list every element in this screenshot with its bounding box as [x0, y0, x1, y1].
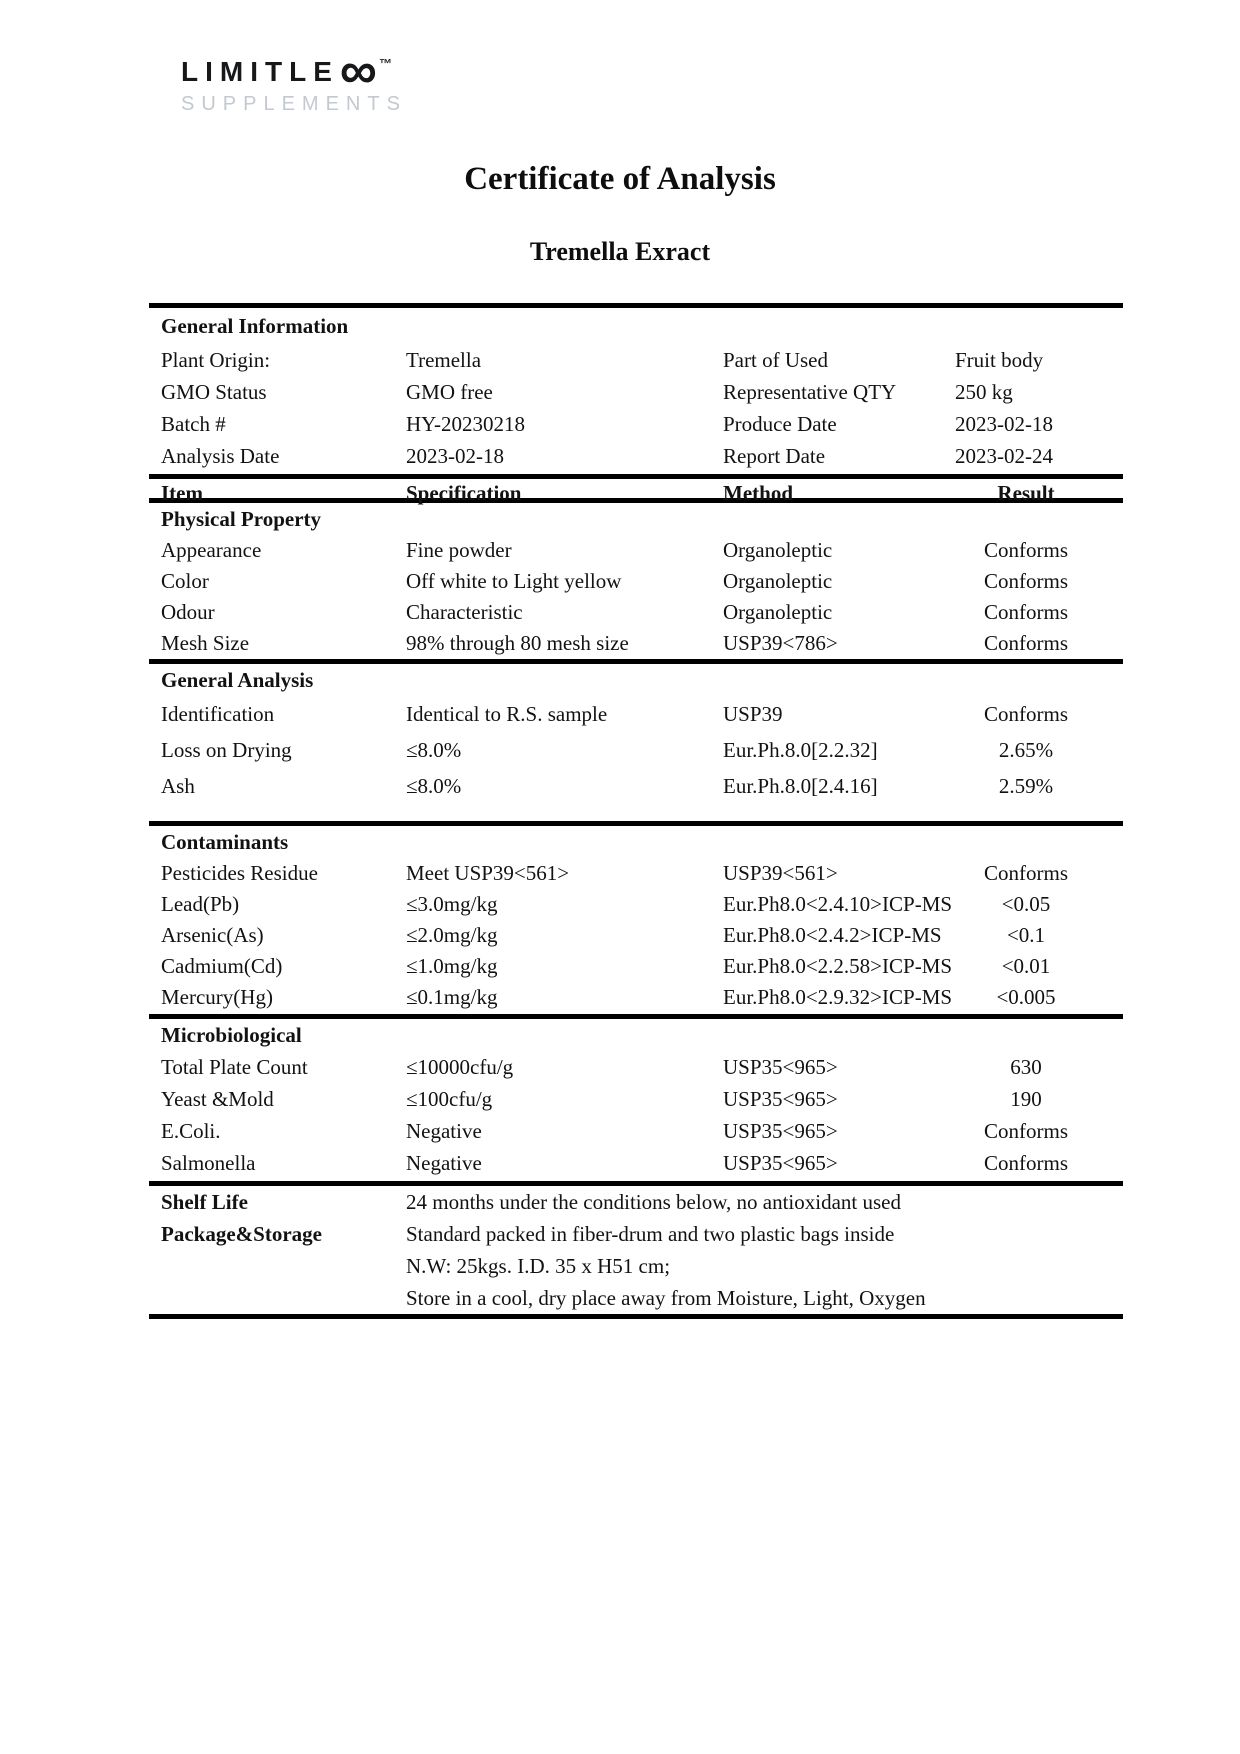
analysis-sections — [149, 503, 1123, 1181]
column-header-method: Method — [723, 481, 793, 505]
method-cell: Eur.Ph8.0<2.4.2>ICP-MS — [723, 923, 942, 947]
field-label: Analysis Date — [161, 444, 280, 468]
result-cell: <0.05 — [1001, 892, 1051, 916]
field-value: 2023-02-18 — [406, 444, 504, 468]
item-cell: Cadmium(Cd) — [161, 954, 283, 978]
specification-cell: ≤10000cfu/g — [406, 1055, 514, 1079]
item-cell: Mercury(Hg) — [161, 985, 273, 1009]
document-title: Certificate of Analysis — [464, 161, 776, 197]
result-cell: 630 — [1010, 1055, 1042, 1079]
item-cell: Ash — [161, 774, 195, 798]
item-cell: Odour — [161, 600, 215, 624]
table-row — [149, 1147, 1123, 1179]
result-cell: Conforms — [984, 861, 1068, 885]
table-row — [149, 1051, 1123, 1083]
result-cell: Conforms — [984, 702, 1068, 726]
field-value: 2023-02-24 — [955, 444, 1053, 468]
specification-cell: ≤1.0mg/kg — [406, 954, 498, 978]
method-cell: Eur.Ph8.0<2.4.10>ICP-MS — [723, 892, 953, 916]
section-heading: Contaminants — [161, 830, 289, 854]
method-cell: Eur.Ph.8.0[2.4.16] — [723, 774, 878, 798]
result-cell: Conforms — [984, 1119, 1068, 1143]
item-cell: E.Coli. — [161, 1119, 221, 1143]
field-label: Representative QTY — [723, 380, 897, 404]
method-cell: USP39<786> — [723, 631, 838, 655]
table-row — [149, 597, 1123, 628]
brand-subtitle: SUPPLEMENTS — [181, 93, 407, 115]
product-name: Tremella Exract — [529, 237, 711, 266]
result-cell: Conforms — [984, 1151, 1068, 1175]
brand-wordmark-row — [181, 42, 407, 100]
field-label: Shelf Life — [161, 1190, 248, 1214]
coa-table — [149, 303, 1123, 1319]
table-row — [149, 1186, 1123, 1218]
field-label: Plant Origin: — [161, 348, 271, 372]
column-header-result: Result — [997, 481, 1055, 505]
table-row — [149, 889, 1123, 920]
analysis-section — [149, 659, 1123, 821]
table-row — [149, 768, 1123, 804]
field-label: Batch # — [161, 412, 226, 436]
specification-cell: ≤8.0% — [406, 738, 462, 762]
specification-cell: Meet USP39<561> — [406, 861, 570, 885]
method-cell: Eur.Ph8.0<2.9.32>ICP-MS — [723, 985, 953, 1009]
table-row — [149, 1250, 1123, 1282]
specification-cell: ≤8.0% — [406, 774, 462, 798]
field-value: 2023-02-18 — [955, 412, 1053, 436]
column-header-specification: Specification — [406, 481, 522, 505]
storage-section — [149, 1181, 1123, 1314]
field-value: Tremella — [406, 348, 482, 372]
table-row — [149, 376, 1123, 408]
table-row — [149, 1115, 1123, 1147]
table-row — [149, 696, 1123, 732]
item-cell: Loss on Drying — [161, 738, 292, 762]
general-information-rows — [149, 344, 1123, 472]
item-cell: Total Plate Count — [161, 1055, 308, 1079]
method-cell: USP35<965> — [723, 1087, 838, 1111]
specification-cell: Negative — [406, 1151, 482, 1175]
field-value: Store in a cool, dry place away from Moisture, Light, Oxygen — [406, 1286, 926, 1310]
result-cell: 2.65% — [998, 738, 1054, 762]
table-row — [149, 535, 1123, 566]
specification-cell: ≤100cfu/g — [406, 1087, 493, 1111]
section-heading: Microbiological — [161, 1023, 302, 1047]
item-cell: Identification — [161, 702, 275, 726]
item-cell: Salmonella — [161, 1151, 256, 1175]
field-label: Report Date — [723, 444, 826, 468]
field-value: Standard packed in fiber-drum and two plastic bags inside — [406, 1222, 895, 1246]
section-heading: Physical Property — [161, 507, 322, 531]
item-cell: Lead(Pb) — [161, 892, 240, 916]
result-cell: Conforms — [984, 631, 1068, 655]
specification-cell: 98% through 80 mesh size — [406, 631, 629, 655]
field-label: Produce Date — [723, 412, 837, 436]
result-cell: <0.01 — [1001, 954, 1051, 978]
method-cell: USP35<965> — [723, 1119, 838, 1143]
field-value: Fruit body — [955, 348, 1044, 372]
analysis-section — [149, 821, 1123, 1014]
brand-wordmark: LIMITLE — [181, 56, 339, 87]
table-row — [149, 982, 1123, 1013]
general-information-section — [149, 308, 1123, 474]
specification-cell: Negative — [406, 1119, 482, 1143]
table-row — [149, 408, 1123, 440]
column-header-item: Item — [161, 481, 203, 505]
section-heading: General Analysis — [161, 668, 314, 692]
item-cell: Arsenic(As) — [161, 923, 264, 947]
result-cell: Conforms — [984, 600, 1068, 624]
table-row — [149, 858, 1123, 889]
table-row — [149, 628, 1123, 659]
item-cell: Yeast &Mold — [161, 1087, 274, 1111]
column-header-row — [149, 474, 1123, 503]
table-row — [149, 440, 1123, 472]
item-cell: Appearance — [161, 538, 262, 562]
result-cell: 2.59% — [998, 774, 1054, 798]
brand-logo — [181, 42, 407, 116]
result-cell: 190 — [1010, 1087, 1042, 1111]
table-row — [149, 920, 1123, 951]
specification-cell: Fine powder — [406, 538, 512, 562]
trademark-symbol: ™ — [378, 56, 392, 71]
analysis-section — [149, 503, 1123, 659]
table-row — [149, 732, 1123, 768]
method-cell: Organoleptic — [723, 600, 833, 624]
table-row — [149, 1218, 1123, 1250]
table-row — [149, 344, 1123, 376]
field-value: HY-20230218 — [406, 412, 525, 436]
table-row — [149, 1083, 1123, 1115]
specification-cell: ≤3.0mg/kg — [406, 892, 498, 916]
field-value: N.W: 25kgs. I.D. 35 x H51 cm; — [406, 1254, 671, 1278]
result-cell: <0.005 — [996, 985, 1056, 1009]
field-value: GMO free — [406, 380, 493, 404]
field-value: 24 months under the conditions below, no antioxidant used — [406, 1190, 901, 1214]
field-value: 250 kg — [955, 380, 1013, 404]
method-cell: Organoleptic — [723, 538, 833, 562]
result-cell: <0.1 — [1006, 923, 1046, 947]
method-cell: USP39 — [723, 702, 783, 726]
method-cell: Eur.Ph.8.0[2.2.32] — [723, 738, 878, 762]
item-cell: Mesh Size — [161, 631, 250, 655]
method-cell: USP35<965> — [723, 1151, 838, 1175]
specification-cell: Identical to R.S. sample — [406, 702, 608, 726]
field-label: GMO Status — [161, 380, 267, 404]
method-cell: USP35<965> — [723, 1055, 838, 1079]
field-label: Part of Used — [723, 348, 828, 372]
table-row — [149, 1282, 1123, 1314]
specification-cell: Characteristic — [406, 600, 523, 624]
item-cell: Color — [161, 569, 209, 593]
specification-cell: ≤2.0mg/kg — [406, 923, 498, 947]
field-label: Package&Storage — [161, 1222, 322, 1246]
method-cell: Eur.Ph8.0<2.2.58>ICP-MS — [723, 954, 953, 978]
section-heading: General Information — [161, 314, 349, 338]
specification-cell: Off white to Light yellow — [406, 569, 622, 593]
table-row — [149, 566, 1123, 597]
method-cell: Organoleptic — [723, 569, 833, 593]
method-cell: USP39<561> — [723, 861, 838, 885]
analysis-section — [149, 1014, 1123, 1181]
item-cell: Pesticides Residue — [161, 861, 318, 885]
result-cell: Conforms — [984, 538, 1068, 562]
table-row — [149, 951, 1123, 982]
specification-cell: ≤0.1mg/kg — [406, 985, 498, 1009]
result-cell: Conforms — [984, 569, 1068, 593]
infinity-icon: ∞ — [339, 42, 377, 100]
